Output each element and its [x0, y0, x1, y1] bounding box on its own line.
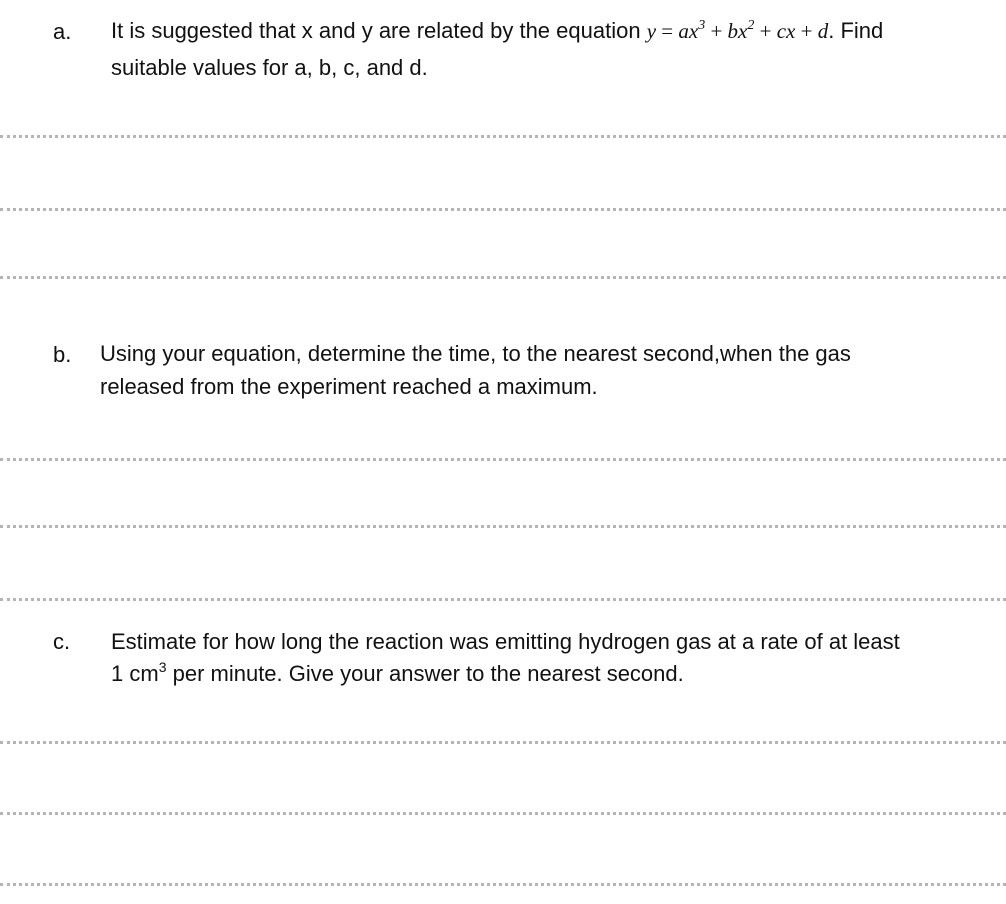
question-c-letter: c. — [53, 629, 71, 654]
answer-line-a-3[interactable] — [0, 276, 1006, 279]
question-b-line-2: released from the experiment reached a maximum. — [100, 374, 598, 399]
answer-line-c-1[interactable] — [0, 741, 1006, 744]
answer-line-b-1[interactable] — [0, 458, 1006, 461]
question-b-line-1: Using your equation, determine the time, to the nearest second,when the gas — [100, 341, 851, 366]
answer-line-b-3[interactable] — [0, 598, 1006, 601]
question-a-line-2: suitable values for a, b, c, and d. — [111, 55, 428, 80]
answer-line-a-2[interactable] — [0, 208, 1006, 211]
cubed-superscript: 3 — [158, 658, 167, 675]
question-c-line-2: 1 $cm^3$ per minute. Give your answer to the nearest second. — [111, 658, 684, 686]
question-a-line-end: . Find — [828, 18, 884, 43]
question-b-letter: b. — [53, 342, 72, 367]
question-c-line-1: Estimate for how long the reaction was emitting hydrogen gas at a rate of at least — [111, 629, 900, 654]
question-a-letter: a. — [53, 19, 72, 44]
answer-line-b-2[interactable] — [0, 525, 1006, 528]
answer-line-c-2[interactable] — [0, 812, 1006, 815]
answer-line-a-1[interactable] — [0, 135, 1006, 138]
question-a-line-1 — [111, 15, 883, 47]
question-a-text: It is suggested that x and y are related by the equation — [111, 18, 641, 43]
cubic-equation: $y = ax^3 + bx^2$ + cx + d — [646, 18, 829, 43]
answer-line-c-3[interactable] — [0, 883, 1006, 886]
